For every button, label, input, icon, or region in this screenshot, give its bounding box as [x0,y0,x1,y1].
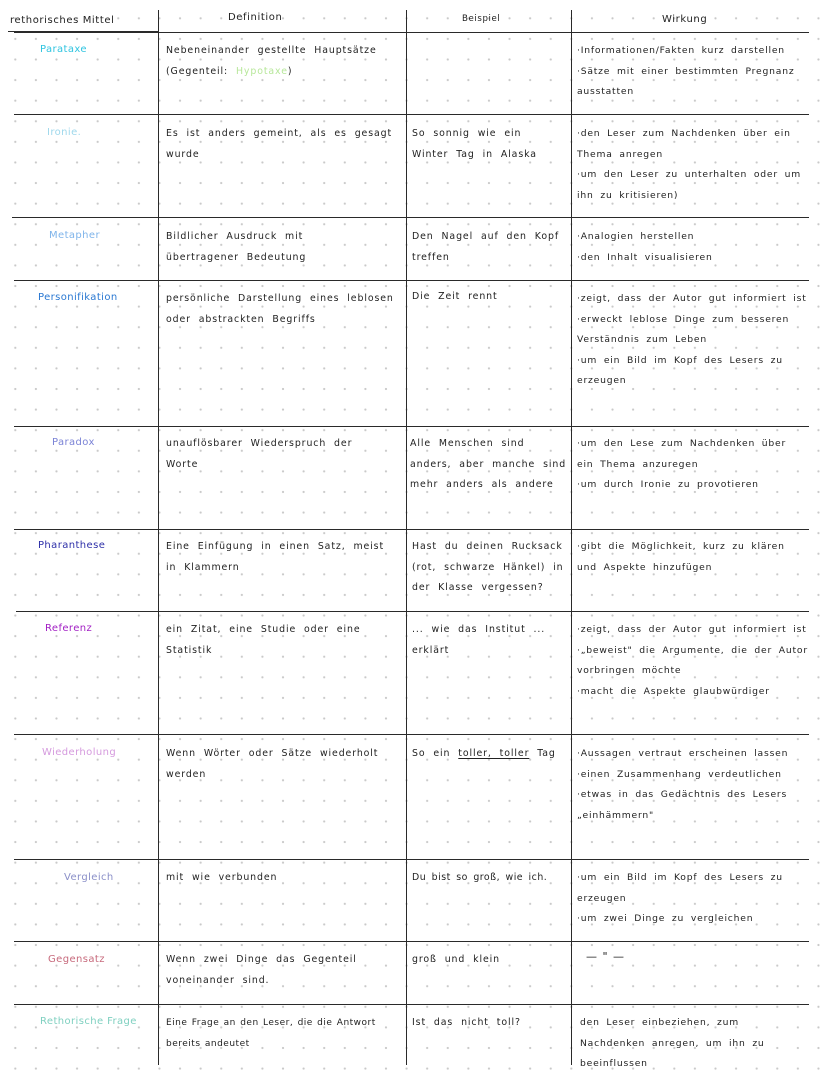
beispiel-wiederholung [412,744,570,765]
wirkung-item: ·zeigt, dass der Autor gut informiert ist [577,624,807,635]
term-referenz: Referenz [45,623,93,634]
row-divider [14,941,809,942]
term-paradox: Paradox [52,437,95,448]
definition-highlight: Hypotaxe [235,65,288,77]
term-gegensatz: Gegensatz [48,954,105,965]
definition-pharanthese: Eine Einfügung in einen Satz, meist in Klammern [166,541,385,573]
beispiel-suffix: Tag [537,748,556,759]
column-divider [158,10,159,1065]
wirkung-pharanthese [577,537,809,578]
wirkung-item: ·erweckt leblose Dinge zum besseren Verständnis zum Leben [577,313,790,346]
definition-paradox: unauflösbarer Wiederspruch der Worte [166,438,353,470]
wirkung-item: ·um durch Ironie zu provotieren [577,479,759,491]
wirkung-item: den Leser einbeziehen, zum Nachdenken anregen, um ihn zu beeinflussen [580,1017,765,1070]
wirkung-item: ·den Inhalt visualisieren [577,251,713,263]
beispiel-gegensatz: groß und klein [412,954,500,965]
beispiel-paradox: Alle Menschen sind anders, aber manche sind mehr anders als andere [410,438,567,491]
row-divider [14,280,809,281]
wirkung-referenz [577,620,809,702]
wirkung-personifikation [577,289,809,392]
wirkung-item: ·gibt die Möglichkeit, kurz zu klären und Aspekte hinzufügen [577,541,785,573]
beispiel-rethorische-frage: Ist das nicht toll? [412,1017,521,1028]
row-divider [14,734,809,735]
definition-metapher: Bildlicher Ausdruck mit übertragener Bedeutung [166,231,307,263]
header-beispiel: Beispiel [462,14,501,24]
wirkung-item: ·Analogien herstellen [577,231,695,242]
term-rethorische-frage: Rethorische Frage [40,1016,137,1027]
definition-rethorische-frage: Eine Frage an den Leser, die die Antwort bereits andeutet [166,1018,376,1049]
term-pharanthese: Pharanthese [38,540,106,551]
wirkung-item: ·zeigt, dass der Autor gut informiert ist [577,293,807,304]
wirkung-item: ·Informationen/Fakten kurz darstellen [577,45,785,56]
beispiel-underlined: toller, toller [458,748,530,759]
row-divider [14,529,809,530]
wirkung-item: ·den Leser zum Nachdenken über ein Thema anregen [577,128,791,160]
beispiel-referenz: ... wie das Institut ... erklärt [412,624,546,656]
definition-text: Nebeneinander gestellte Hauptsätze [166,45,377,56]
definition-personifikation: persönliche Darstellung eines leblosen oder abstrackten Begriffs [166,293,394,325]
wirkung-paradox [577,434,809,496]
wirkung-item: ·um den Lese zum Nachdenken über ein Thema anzuregen [577,438,787,470]
definition-referenz: ein Zitat, eine Studie oder eine Statistik [166,624,361,656]
wirkung-item: ·„beweist" die Argumente, die der Autor vorbringen möchte [577,644,808,677]
row-divider [14,426,809,427]
beispiel-pharanthese: Hast du deinen Rucksack (rot, schwarze Hänkel) in der Klasse vergessen? [412,541,564,594]
row-divider [14,859,809,860]
definition-suffix: ) [287,65,293,77]
wirkung-item: ·um ein Bild im Kopf des Lesers zu erzeugen [577,872,783,904]
definition-ironie: Es ist anders gemeint, als es gesagt wurde [166,128,393,160]
beispiel-vergleich: Du bist so groß, wie ich. [412,872,548,883]
row-divider [14,114,809,115]
beispiel-personifikation: Die Zeit rennt [412,291,498,302]
term-vergleich: Vergleich [64,872,114,883]
definition-gegensatz: Wenn zwei Dinge das Gegenteil voneinander sind. [166,954,357,986]
wirkung-metapher [577,227,809,268]
term-ironie: Ironie. [47,127,82,138]
row-divider [14,1004,809,1005]
wirkung-item: ·Sätze mit einer bestimmten Pregnanz ausstatten [577,65,795,98]
wirkung-item: ·um ein Bild im Kopf des Lesers zu erzeugen [577,354,783,387]
wirkung-rethorische-frage [580,1013,810,1075]
wirkung-parataxe [577,41,809,103]
term-personifikation: Personifikation [38,292,118,303]
header-mittel: rethorisches Mittel [10,15,115,26]
definition-wiederholung: Wenn Wörter oder Sätze wiederholt werden [166,748,379,780]
row-divider [12,217,809,218]
wirkung-ironie [577,124,809,206]
definition-prefix: (Gegenteil: [166,65,229,77]
definition-parataxe [166,41,401,82]
header-wirkung: Wirkung [662,14,708,25]
column-divider [571,10,572,1065]
wirkung-vergleich [577,868,809,930]
wirkung-ditto: — " — [586,950,626,963]
wirkung-item: ·um den Leser zu unterhalten oder um ihn zu kritisieren) [577,169,802,201]
wirkung-item: ·Aussagen vertraut erscheinen lassen [577,748,789,759]
beispiel-prefix: So ein [412,748,451,759]
row-divider [16,611,809,612]
term-metapher: Metapher [49,230,100,241]
wirkung-item: ·um zwei Dinge zu vergleichen [577,913,754,925]
beispiel-metapher: Den Nagel auf den Kopf treffen [412,231,560,263]
term-wiederholung: Wiederholung [42,747,117,758]
beispiel-ironie: So sonnig wie ein Winter Tag in Alaska [412,128,537,160]
row-divider [14,32,809,33]
wirkung-item: ·etwas in das Gedächtnis des Lesers „einhämmern" [577,789,788,821]
wirkung-wiederholung [577,744,809,826]
column-divider [406,10,407,1065]
header-definition: Definition [228,12,283,23]
term-parataxe: Parataxe [40,44,87,55]
wirkung-item: ·einen Zusammenhang verdeutlichen [577,768,782,780]
wirkung-item: ·macht die Aspekte glaubwürdiger [577,685,770,697]
definition-vergleich: mit wie verbunden [166,872,278,883]
